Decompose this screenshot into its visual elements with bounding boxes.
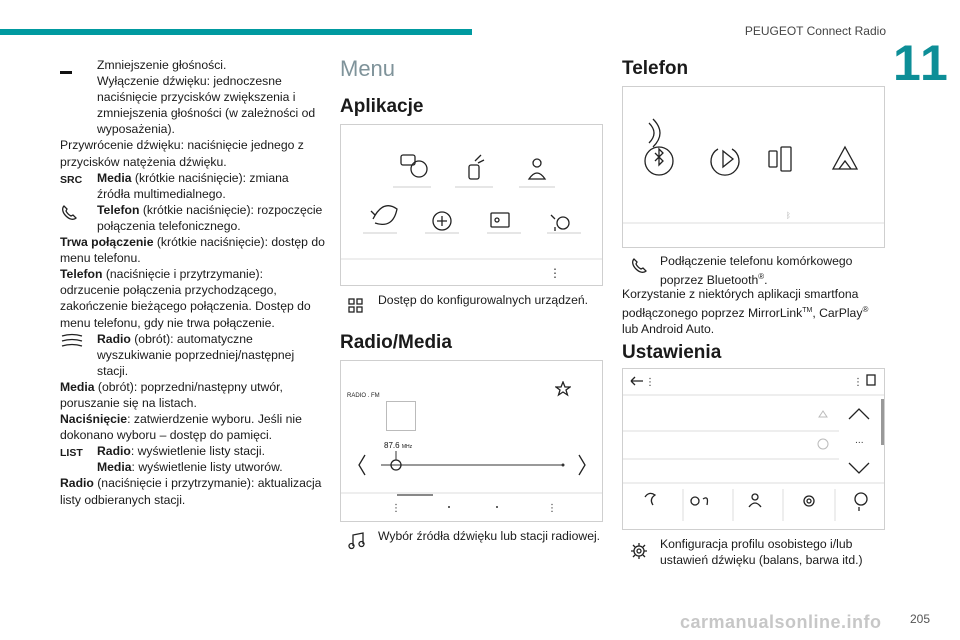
list-label: LIST [60,447,83,460]
phone-icon [630,257,648,279]
svg-text:⋮: ⋮ [549,266,561,280]
svg-text:⋮: ⋮ [391,503,401,514]
apps-caption-row: Dostęp do konfigurowalnych urządzeń. [348,292,603,308]
settings-screen [622,368,885,530]
phone-icon [60,204,90,222]
grid-icon [348,298,364,318]
phone-caption-row: Podłączenie telefonu komórkowego poprzez Bluetooth®. [630,253,885,288]
apps-title: Aplikacje [340,96,424,117]
phone-caption-2: Korzystanie z niektórych aplikacji smartfona podłączonego poprzez MirrorLink™, CarPlay® lub Android Auto. [622,287,869,337]
phone-icons [623,87,884,247]
frequency-unit: MHz [401,444,413,450]
radio-caption-row: Wybór źródła dźwięku lub stacji radiowej. [348,528,603,544]
svg-text:⋮: ⋮ [547,503,557,514]
header-accent-bar [0,29,472,35]
favorite-star-icon[interactable] [555,381,571,402]
gear-icon [630,542,648,564]
apps-screen [340,124,603,286]
tuner-controls [341,451,602,521]
radio-band-label: RADIO . FM [347,393,380,399]
settings-caption-row: Konfiguracja profilu osobistego i/lub ustawień dźwięku (balans, barwa itd.) [630,536,885,568]
page-number: 205 [909,612,930,626]
svg-text:...: ... [855,436,864,446]
chapter-number: 11 [893,35,950,91]
music-note-icon [348,532,366,554]
station-artwork [386,401,416,431]
svg-text:⋮: ⋮ [853,377,863,388]
list-scroll-icon [60,333,90,349]
src-label: SRC [60,173,83,186]
svg-text:⋮: ⋮ [645,377,655,388]
radio-screen [340,360,603,522]
radio-media-title: Radio/Media [340,332,452,353]
settings-title: Ustawienia [622,342,722,363]
frequency-value: 87.6 [384,441,400,450]
svg-text:ᛒ: ᛒ [786,211,791,220]
apps-icons [341,125,602,285]
phone-title: Telefon [622,58,689,79]
phone-screen [622,86,885,248]
column-controls: Zmniejszenie głośności. Wyłączenie dźwięku: jednoczesne naciśnięcie przycisków zwiększenia i zmniejszenia głośności (w zależności od wyposażenia). Przywrócenie dźwięku: naciśnięcie jednego z przycisków natężenia dźwięku. SRC Media (krótkie naciśnięcie): zmiana źródła multimedialnego. Telefon (krótkie naciśnięcie): rozpoczęcie połączenia telefonicznego. Trwa połączenie (krótkie naciśnięcie): dostęp do menu telefonu. Telefon (naciśnięcie i przytrzymanie): odrzucenie połączenia przychodzącego, zakończenie bieżącego połączenia. Dostęp do menu telefonu, gdy nie trwa połączenie. Radio (obrót): automatyczne wyszukiwanie poprzedniej/następnej stacji. Media (obrót): poprzedni/następny utwór, poruszanie się na listach. Naciśnięcie: zatwierdzenie wyboru. Jeśli nie dokonano wyboru – dostęp do pamięci. LIST Radio: wyświetlenie listy stacji. Media: wyświetlenie listy utworów. Radio (naciśnięcie i przytrzymanie): aktualizacja listy odbieranych stacji. [60,58,325,507]
vol-down-text: Zmniejszenie głośności. [60,57,325,73]
menu-title: Menu [340,56,396,81]
watermark: carmanualsonline.info [680,612,882,632]
settings-controls [623,369,884,529]
header-title: PEUGEOT Connect Radio [744,24,886,38]
